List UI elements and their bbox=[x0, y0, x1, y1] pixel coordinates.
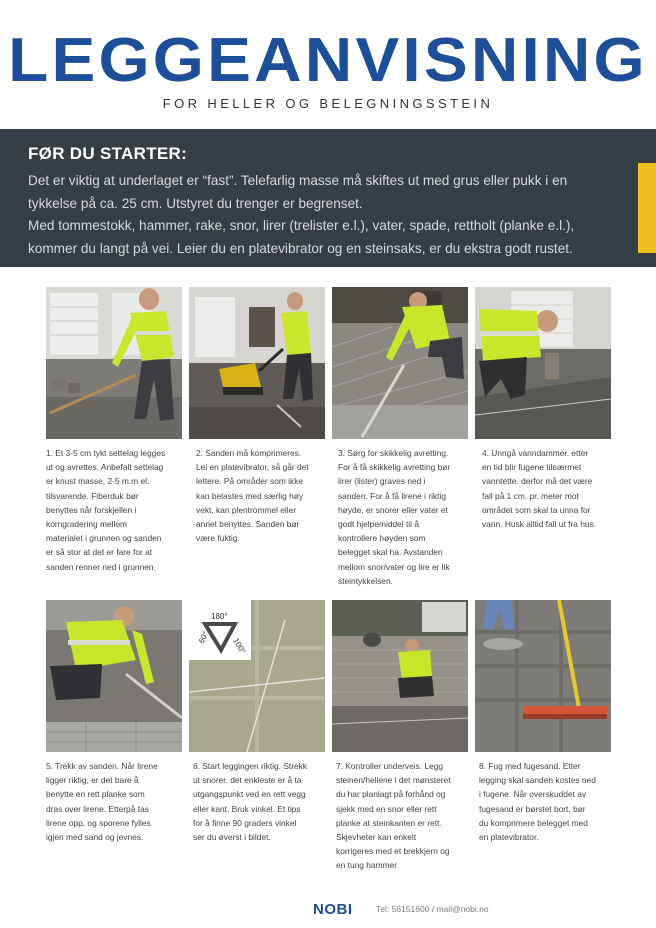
caption-line: 7. Kontroller underveis. Legg bbox=[336, 761, 444, 771]
step-1-caption bbox=[46, 446, 184, 574]
step-6-illustration bbox=[189, 600, 325, 752]
step-3-caption bbox=[338, 446, 476, 588]
caption-line: eller kant. Bruk vinkel. Et tips bbox=[193, 803, 301, 814]
step-2-caption bbox=[196, 446, 334, 545]
caption-line: benyttes når forskjellen i bbox=[46, 504, 137, 515]
caption-line: ut snorer. det enkleste er å ta bbox=[193, 775, 302, 786]
intro-line: Det er viktig at underlaget er “fast”. Telefarlig masse må skiftes ut med grus eller pukk i en bbox=[28, 173, 568, 188]
caption-line: området som skal ta unna for bbox=[482, 504, 591, 515]
angle-left-label: 60° bbox=[196, 630, 211, 645]
caption-line: godt hjelpemiddel til å bbox=[338, 519, 420, 530]
caption-line: lirene opp, og sporene fylles bbox=[46, 817, 151, 828]
intro-heading: FØR DU STARTER: bbox=[28, 144, 188, 163]
step-4-photo bbox=[475, 287, 611, 439]
caption-line: 6. Start leggingen riktig. Strekk bbox=[193, 761, 308, 771]
caption-line: korngradering mellom bbox=[46, 519, 127, 530]
step-2-photo bbox=[189, 287, 325, 439]
intro-line: Med tommestokk, hammer, rake, snor, lirer (trelister e.l.), vater, spade, rettholt (planke e.l.), bbox=[28, 218, 575, 233]
page-subtitle: FOR HELLER OG BELEGNINGSSTEIN bbox=[162, 96, 494, 111]
caption-line: steintykkelsen. bbox=[338, 575, 393, 586]
step-3-photo bbox=[332, 287, 468, 439]
step-8-photo bbox=[475, 600, 611, 752]
caption-line: dras over lirene. Etterpå tas bbox=[46, 803, 149, 814]
step-7-caption bbox=[336, 759, 474, 873]
angle-top-label: 180° bbox=[211, 612, 228, 621]
caption-line: en tid blir fugene tilnærmet bbox=[482, 462, 582, 473]
caption-line: Lei en platevibrator, så går det bbox=[196, 462, 309, 473]
accent-bar bbox=[638, 163, 656, 253]
caption-line: 2. Sanden må komprimeres. bbox=[196, 448, 302, 458]
step-8-caption bbox=[479, 759, 623, 844]
caption-line: fugesand er børstet bort, bør bbox=[479, 803, 586, 814]
angle-right-label: 100° bbox=[231, 636, 248, 656]
caption-line: 3. Sørg for skikkelig avretting. bbox=[338, 448, 449, 458]
step-2-illustration bbox=[189, 287, 325, 439]
caption-line: ser du øverst i bildet. bbox=[193, 832, 271, 843]
step-7-photo bbox=[332, 600, 468, 752]
intro-line: kommer du langt på vei. Leier du en platevibrator og en steinsaks, er du ekstra godt rustet. bbox=[28, 240, 573, 256]
step-1-illustration bbox=[46, 287, 182, 439]
caption-line: kan belastes med særlig høy bbox=[196, 490, 304, 501]
caption-line: en tung hammer bbox=[336, 860, 397, 871]
step-4-caption bbox=[482, 446, 626, 531]
step-7-illustration bbox=[332, 600, 468, 752]
caption-line: ligger riktig, er det bare å bbox=[46, 775, 139, 786]
caption-line: sanden renner ned i grunnen. bbox=[46, 561, 156, 572]
caption-line: vekt, kan plentrommel eller bbox=[196, 504, 297, 515]
caption-line: For å få skikkelig avretting bør bbox=[338, 462, 451, 473]
caption-line: annet benyttes. Sanden bør bbox=[196, 519, 300, 530]
caption-line: høyde, er snorer eller vater et bbox=[338, 504, 448, 515]
caption-line: mellom snor/vater og lire er lik bbox=[338, 561, 450, 572]
caption-line: i fugene. Når overskuddet av bbox=[479, 789, 587, 800]
caption-line: materialet i grunnen og sanden bbox=[46, 533, 162, 544]
nobi-logo[interactable]: NOBI bbox=[313, 901, 353, 918]
caption-line: Skjevheter kan enkelt bbox=[336, 832, 417, 843]
intro-line: tykkelse på ca. 25 cm. Utstyret du trenger er begrenset. bbox=[28, 195, 363, 211]
caption-line: tilsvarende. Fiberduk bør bbox=[46, 490, 139, 501]
caption-line: 4. Unngå vanndammer. etter bbox=[482, 448, 589, 458]
step-8-illustration bbox=[475, 600, 611, 752]
caption-line: vann. Husk alltid fall ut fra hus. bbox=[482, 519, 597, 530]
caption-line: steinen/hellene i det mønsteret bbox=[336, 775, 451, 786]
caption-line: planke at steinkanten er rett. bbox=[336, 817, 442, 828]
caption-line: benytte en rett planke som bbox=[46, 789, 145, 800]
caption-line: 8. Fug med fugesand. Etter bbox=[479, 761, 581, 771]
caption-line: en platevibrator. bbox=[479, 832, 539, 843]
caption-line: igjen med sand og jevnes. bbox=[46, 832, 144, 843]
intro-banner bbox=[0, 129, 656, 267]
caption-line: vanntette. derfor må det være bbox=[482, 476, 593, 487]
step-6-caption bbox=[193, 759, 331, 844]
contact-info: Tel: 56151600 / mail@nobi.no bbox=[376, 904, 489, 914]
page-title: LEGGEANVISNING bbox=[8, 26, 648, 95]
caption-line: lettere. På områder som ikke bbox=[196, 476, 304, 487]
caption-line: legging skal sanden kostes ned bbox=[479, 775, 596, 786]
step-3-illustration bbox=[332, 287, 468, 439]
caption-line: ut og avrettes. Anbefalt settelag bbox=[46, 462, 164, 473]
caption-line: sjekk med en snor eller rett bbox=[336, 803, 437, 814]
caption-line: utgangspunkt ved en rett vegg bbox=[193, 789, 306, 800]
step-4-illustration bbox=[475, 287, 611, 439]
caption-line: du har planlagt på forhånd og bbox=[336, 789, 446, 800]
step-5-caption bbox=[46, 759, 184, 844]
step-5-illustration bbox=[46, 600, 182, 752]
caption-line: belegget skal ha. Avstanden bbox=[338, 547, 443, 558]
caption-line: er knust masse, 2-5 m.m el. bbox=[46, 476, 150, 487]
caption-line: 5. Trekk av sanden. Når lirene bbox=[46, 761, 158, 771]
caption-line: være fuktig. bbox=[196, 533, 240, 544]
step-5-photo bbox=[46, 600, 182, 752]
caption-line: er så stor at det er fare for at bbox=[46, 547, 153, 558]
caption-line: fall på 1 cm. pr. meter mot bbox=[482, 490, 579, 501]
caption-line: du komprimere belegget med bbox=[479, 817, 588, 828]
caption-line: for å finne 90 graders vinkel bbox=[193, 817, 297, 828]
caption-line: korrigeres med et brekkjern og bbox=[336, 846, 450, 857]
caption-line: sanden. For å få lirene i riktig bbox=[338, 490, 446, 501]
caption-line: 1. Et 3-5 cm tykt settelag legges bbox=[46, 448, 166, 458]
step-6-photo bbox=[189, 600, 325, 752]
step-1-photo bbox=[46, 287, 182, 439]
caption-line: lirer (lister) graves ned i bbox=[338, 476, 426, 487]
caption-line: kontrollere høyden som bbox=[338, 533, 426, 544]
intro-text bbox=[28, 170, 634, 260]
